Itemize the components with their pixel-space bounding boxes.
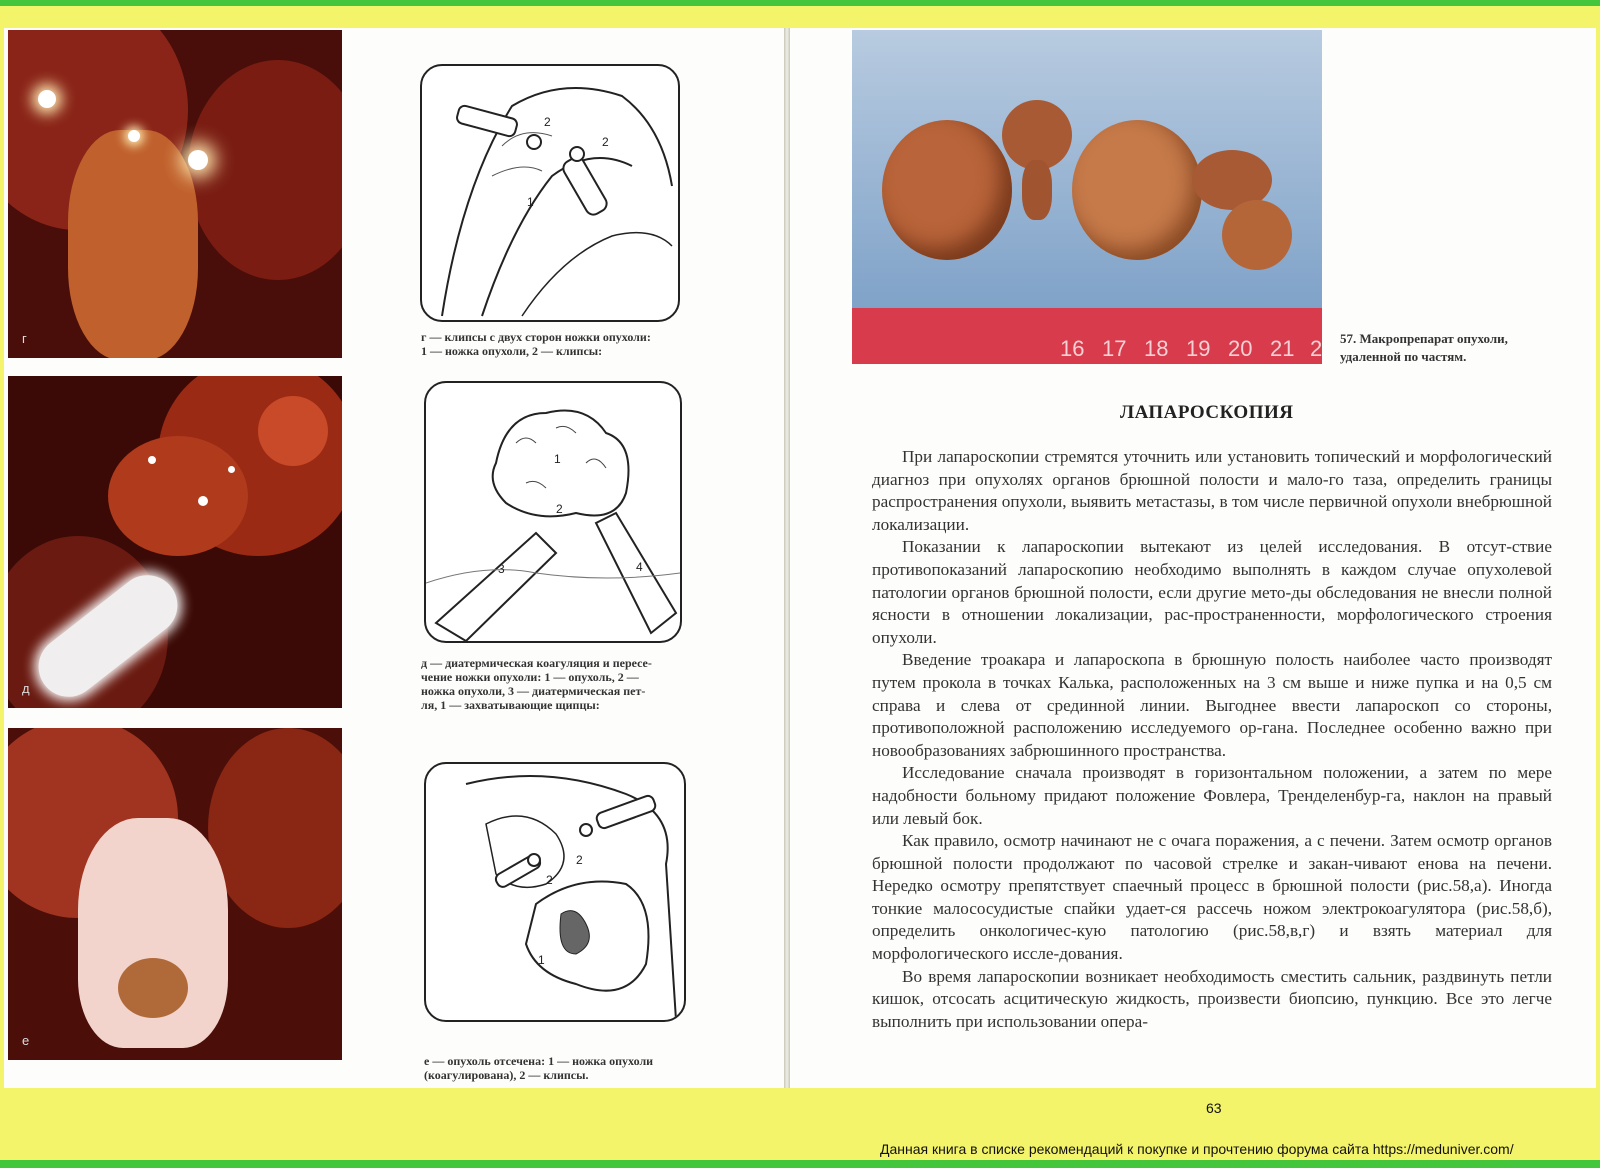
ruler-number: 17 (1102, 336, 1127, 361)
caption-line: г — клипсы с двух сторон ножки опухоли: (421, 330, 651, 344)
paragraph: При лапароскопии стремятся уточнить или установить топический и морфологический диагноз при опухолях органов брюшной полости и мало-го таза, определить границы распространения опухоли, выявить метастазы, в том числе первичной опухоли внебрюшной локализации. (872, 447, 1552, 534)
caption-line: ля, 1 — захватывающие щипцы: (421, 698, 600, 712)
drawing-label: 2 (602, 135, 609, 149)
caption-line: е — опухоль отсечена: 1 — ножка опухоли (424, 1054, 654, 1068)
ruler-number: 19 (1186, 336, 1211, 361)
ruler-number: 18 (1144, 336, 1169, 361)
drawing-label: 4 (636, 560, 643, 574)
drawing-label: 2 (556, 502, 563, 516)
paragraph: Показании к лапароскопии вытекают из целей исследования. В отсут-ствие противопоказаний лапароскопию необходимо выполнять в каждом случае опухолевой патологии органов брюшной полости, если другие мето-ды обследования не внесли полной ясности в отношении локализации, рас-пространенности, морфологического строения опухоли. (872, 537, 1552, 647)
bottom-border (0, 1160, 1600, 1168)
figure-caption (1340, 330, 1560, 366)
top-border (0, 0, 1600, 6)
ruler-number: 21 (1270, 336, 1295, 361)
drawing-label: 2 (576, 853, 583, 867)
caption-line: удаленной по частям. (1340, 349, 1467, 364)
illustration-d (424, 381, 682, 643)
ruler-number: 16 (1060, 336, 1085, 361)
paragraph: Как правило, осмотр начинают не с очага поражения, а с печени. Затем осмотр органов брюшной полости продолжают по часовой стрелке и закан-чивают енова на печени. Нередко осмотру препятствует спаечный процесс в брюшной полости (рис.58,а). Иногда тонкие малососудистые спайки удает-ся рассечь ножом электрокоагулятора (рис.58,б), определить онкологичес-кую патологию (рис.58,в,г) и взять материал для морфологического иссле-дования. (872, 831, 1552, 964)
caption-line: ножка опухоли, 3 — диатермическая пет- (421, 684, 646, 698)
specimen-photo (852, 30, 1322, 364)
caption-line: чение ножки опухоли: 1 — опухоль, 2 — (421, 670, 639, 684)
drawing-label: 2 (544, 115, 551, 129)
drawing-label: 2 (546, 873, 553, 887)
paragraph: Во время лапароскопии возникает необходимость сместить сальник, раздвинуть петли кишок, отсосать асцитическую жидкость, произвести биопсию, пункцию. Все это легче выполнить при использовании опера- (872, 966, 1552, 1031)
photo-letter: г (22, 331, 27, 346)
section-heading: ЛАПАРОСКОПИЯ (1120, 402, 1294, 423)
paragraph: Исследование сначала производят в горизонтальном положении, а затем по мере надобности больному придают положение Фовлера, Тренделенбур-га, наклон на правый или левый бок. (872, 763, 1552, 828)
drawing-label: 1 (527, 195, 534, 209)
ruler-number: 2 (1310, 336, 1322, 361)
illustration-g (420, 64, 680, 322)
drawing-label: 1 (538, 953, 545, 967)
caption-d (421, 656, 691, 712)
specimen-ruler (852, 308, 1322, 364)
caption-line: (коагулирована), 2 — клипсы. (424, 1068, 589, 1082)
drawing-label: 3 (498, 562, 505, 576)
photo-letter: д (22, 681, 30, 696)
coagulation-illustration (426, 383, 680, 641)
endoscopy-photo-g (8, 30, 342, 358)
caption-g (421, 330, 691, 358)
ruler-number: 20 (1228, 336, 1253, 361)
photo-letter: е (22, 1033, 30, 1048)
caption-line: д — диатермическая коагуляция и пересе- (421, 656, 652, 670)
caption-e (424, 1054, 694, 1082)
paragraph: Введение троакара и лапароскопа в брюшную полость наиболее часто производят путем прокола в точках Калька, расположенных на 3 см выше и ниже пупка и на 0,5 см справа и слева от срединной линии. Выгоднее ввести лапароскоп со стороны, противоположной расположению исследуемого ор-гана. Последнее особенно важно при новообразованиях забрюшинного пространства. (872, 650, 1552, 760)
endoscopy-photo-e (8, 728, 342, 1060)
caption-line: 57. Макропрепарат опухоли, (1340, 331, 1508, 346)
resection-illustration (426, 764, 684, 1020)
caption-line: 1 — ножка опухоли, 2 — клипсы: (421, 344, 603, 358)
endoscopy-photo-d (8, 376, 342, 708)
footer-link-text[interactable]: Данная книга в списке рекомендаций к покупке и прочтению форума сайта https://meduniver.com/ (880, 1141, 1514, 1157)
clip-illustration (422, 66, 678, 320)
illustration-e (424, 762, 686, 1022)
body-text (872, 446, 1552, 1033)
drawing-label: 1 (554, 452, 561, 466)
page-number: 63 (1206, 1100, 1222, 1116)
